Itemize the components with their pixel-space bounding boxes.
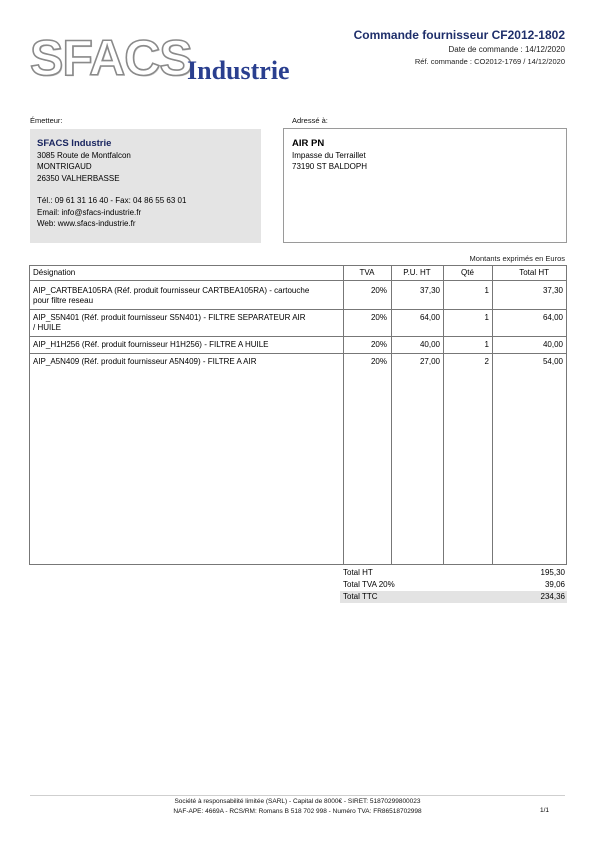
logo-wordmark: SFACS xyxy=(30,30,192,86)
col-header-unit-price: P.U. HT xyxy=(403,268,431,277)
header-divider xyxy=(30,280,566,281)
cell-tva: 20% xyxy=(370,340,387,349)
total-ttc-label: Total TTC xyxy=(343,592,378,601)
sender-website: Web: www.sfacs-industrie.fr xyxy=(37,219,136,228)
footer-divider xyxy=(30,795,565,796)
cell-unit-price: 40,00 xyxy=(419,340,440,349)
cell-tva: 20% xyxy=(370,357,387,366)
recipient-label: Adressé à: xyxy=(292,116,328,125)
page-number: 1/1 xyxy=(539,807,549,814)
currency-note: Montants exprimés en Euros xyxy=(469,254,565,263)
cell-unit-price: 27,00 xyxy=(419,357,440,366)
recipient-address-line: Impasse du Terraillet xyxy=(292,150,366,160)
sender-address-line: 26350 VALHERBASSE xyxy=(37,173,120,183)
cell-designation: AIP_H1H256 (Réf. produit fournisseur H1H256) - FILTRE A HUILE xyxy=(33,340,269,349)
cell-quantity: 1 xyxy=(484,286,489,295)
total-tva-label: Total TVA 20% xyxy=(343,580,395,589)
cell-designation: AIP_A5N409 (Réf. produit fournisseur A5N409) - FILTRE A AIR xyxy=(33,357,257,366)
cell-designation: AIP_CARTBEA105RA (Réf. produit fournisseur CARTBEA105RA) - cartouche pour filtre reseau xyxy=(33,286,310,305)
row-divider xyxy=(30,353,566,354)
sender-block xyxy=(30,129,261,243)
sender-email: Email: info@sfacs-industrie.fr xyxy=(37,207,142,217)
column-divider xyxy=(391,266,392,564)
footer-line: NAF-APE: 4669A - RCS/RM: Romans B 518 702 998 - Numéro TVA: FR86518702998 xyxy=(173,808,422,815)
col-header-tva: TVA xyxy=(359,268,375,277)
cell-total: 54,00 xyxy=(542,357,563,366)
cell-quantity: 2 xyxy=(484,357,489,366)
cell-total: 37,30 xyxy=(542,286,563,295)
cell-quantity: 1 xyxy=(484,340,489,349)
total-ttc-value: 234,36 xyxy=(540,592,565,601)
recipient-block xyxy=(283,128,567,243)
company-logo xyxy=(30,30,320,86)
sender-label: Émetteur: xyxy=(30,116,63,125)
legal-footer xyxy=(0,797,595,817)
sender-phone-fax: Tél.: 09 61 31 16 40 - Fax: 04 86 55 63 01 xyxy=(37,196,187,205)
footer-line: Société à responsabilité limitée (SARL) - Capital de 8000€ - SIRET: 51870299800023 xyxy=(174,798,421,805)
column-divider xyxy=(443,266,444,564)
recipient-address-line: 73190 ST BALDOPH xyxy=(292,162,368,171)
logo-subtitle: Industrie xyxy=(187,56,290,85)
order-date: Date de commande : 14/12/2020 xyxy=(448,45,565,54)
sender-name: SFACS Industrie xyxy=(37,138,112,149)
sender-address-line: MONTRIGAUD xyxy=(37,162,92,171)
totals-block xyxy=(340,567,567,603)
recipient-name: AIR PN xyxy=(292,138,325,149)
column-divider xyxy=(343,266,344,564)
row-divider xyxy=(30,336,566,337)
cell-tva: 20% xyxy=(370,286,387,295)
col-header-total: Total HT xyxy=(519,268,549,277)
document-title: Commande fournisseur CF2012-1802 xyxy=(353,28,565,42)
cell-unit-price: 64,00 xyxy=(419,313,440,322)
total-ht-row xyxy=(340,567,567,579)
col-header-quantity: Qté xyxy=(461,268,474,277)
order-lines-table xyxy=(29,265,567,565)
cell-quantity: 1 xyxy=(484,313,489,322)
col-header-designation: Désignation xyxy=(33,268,76,277)
cell-tva: 20% xyxy=(370,313,387,322)
column-divider xyxy=(492,266,493,564)
cell-unit-price: 37,30 xyxy=(419,286,440,295)
cell-designation: AIP_S5N401 (Réf. produit fournisseur S5N401) - FILTRE SEPARATEUR AIR / HUILE xyxy=(33,313,306,332)
cell-total: 40,00 xyxy=(542,340,563,349)
total-tva-row xyxy=(340,579,567,591)
total-ttc-row xyxy=(340,591,567,603)
total-ht-value: 195,30 xyxy=(540,568,565,577)
row-divider xyxy=(30,309,566,310)
sender-address-line: 3085 Route de Montfalcon xyxy=(37,150,131,160)
cell-total: 64,00 xyxy=(542,313,563,322)
total-tva-value: 39,06 xyxy=(544,580,565,589)
order-reference: Réf. commande : CO2012-1769 / 14/12/2020 xyxy=(414,57,565,66)
total-ht-label: Total HT xyxy=(343,568,373,577)
